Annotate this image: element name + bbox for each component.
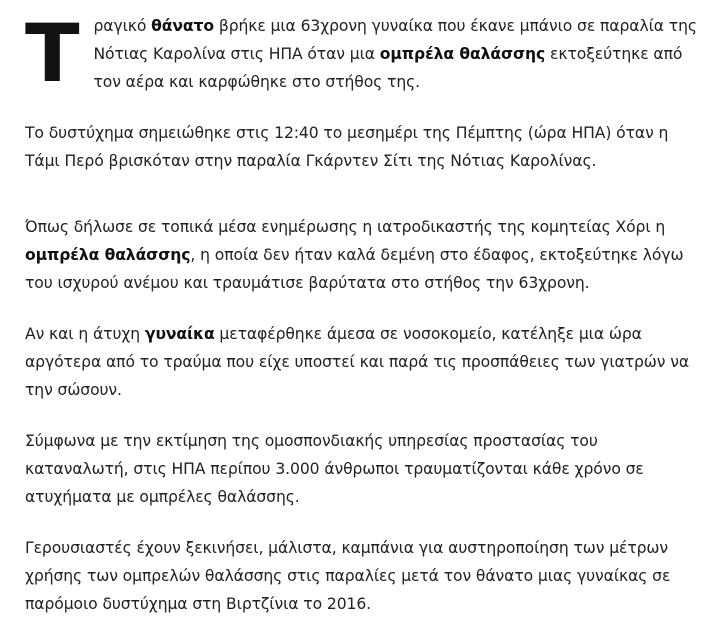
paragraph-2-text: Το δυστύχημα σημειώθηκε στις 12:40 το μεσημέρι της Πέμπτης (ώρα ΗΠΑ) όταν η Τάμι Περό βρισκόταν στην παραλία Γκάρντεν Σίτι της Νότιας Καρολίνας.: [25, 124, 669, 170]
paragraph-3-text-a: Όπως δήλωσε σε τοπικά μέσα ενημέρωσης η ιατροδικαστής της κομητείας Χόρι η: [25, 218, 666, 236]
paragraph-4: [25, 320, 705, 404]
keyword-link-beach-umbrella[interactable]: ομπρέλα θαλάσσης: [379, 45, 546, 63]
paragraph-3: [25, 213, 705, 297]
keyword-link-death[interactable]: θάνατο: [151, 17, 214, 35]
paragraph-1-text-a: ραγικό: [93, 17, 152, 35]
drop-cap-letter: Τ: [25, 7, 80, 100]
paragraph-1: [25, 7, 705, 100]
paragraph-5: [25, 427, 705, 511]
paragraph-5-text: Σύμφωνα με την εκτίμηση της ομοσπονδιακής υπηρεσίας προστασίας του καταναλωτή, στις ΗΠΑ περίπου 3.000 άνθρωποι τραυματίζονται κάθε χρόνο σε ατυχήματα με ομπρέλες θαλάσσης.: [25, 432, 644, 506]
paragraph-3-text-b: , η οποία δεν ήταν καλά δεμένη στο έδαφος, εκτοξεύτηκε λόγω του ισχυρού ανέμου και τραυμάτισε βαρύτατα στο στήθος την 63χρονη.: [25, 246, 684, 292]
article-body: [25, 7, 705, 641]
paragraph-4-text-b: μεταφέρθηκε άμεσα σε νοσοκομείο, κατέληξε μια ώρα αργότερα από το τραύμα που είχε υποστεί και παρά τις προσπάθειες των γιατρών να την σώσουν.: [25, 325, 690, 399]
paragraph-6-text: Γερουσιαστές έχουν ξεκινήσει, μάλιστα, καμπάνια για αυστηροποίηση των μέτρων χρήσης των ομπρελών θαλάσσης στις παραλίες μετά τον θάνατο μιας γυναίκας σε παρόμοιο δυστύχημα στη Βιρτζίνια το 2016.: [25, 539, 671, 613]
paragraph-4-text-a: Αν και η άτυχη: [25, 325, 145, 343]
paragraph-1-text-b: βρήκε μια 63χρονη γυναίκα που έκανε μπάνιο σε παραλία της Νότιας Καρολίνα στις ΗΠΑ όταν μια: [93, 17, 697, 63]
paragraph-2: [25, 119, 705, 175]
keyword-link-beach-umbrella-2[interactable]: ομπρέλα θαλάσσης: [25, 246, 191, 264]
keyword-link-woman[interactable]: γυναίκα: [144, 325, 215, 343]
paragraph-6: [25, 534, 705, 618]
paragraph-1-text-c: εκτοξεύτηκε από τον αέρα και καρφώθηκε στο στήθος της.: [93, 45, 683, 91]
